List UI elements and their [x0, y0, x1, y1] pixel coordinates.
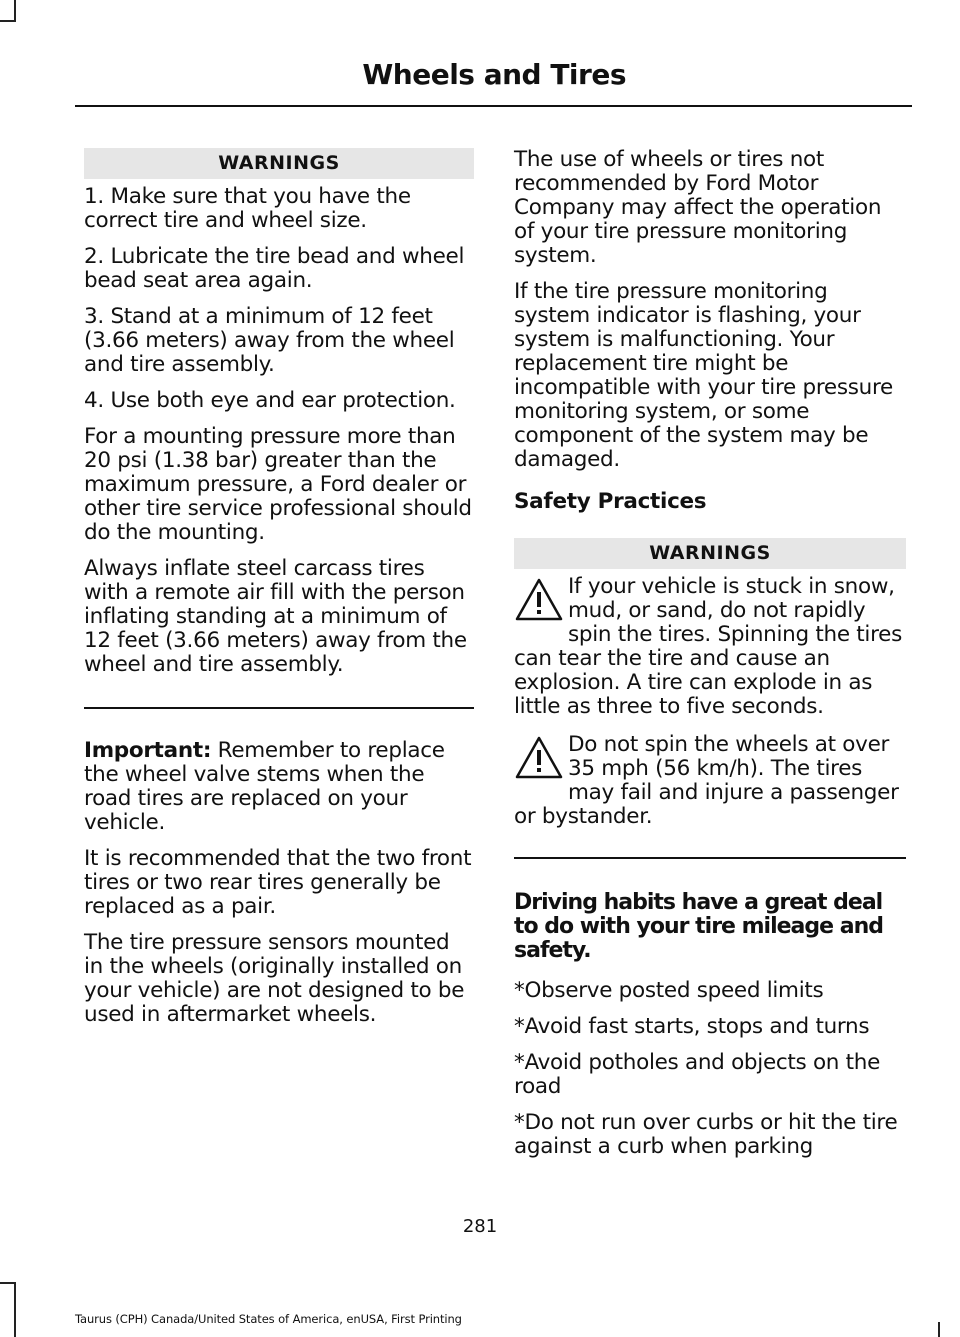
- important-note: [84, 739, 474, 835]
- paragraph-tpms-flashing: If the tire pressure monitoring system indicator is flashing, your system is malfunctioning. Your replacement tire might be incompatible with your tire pressure monitoring system, or some component of the system may be damaged.: [514, 279, 893, 472]
- crop-mark-top-left-v: [14, 0, 16, 20]
- safety-warnings-heading: WARNINGS: [514, 538, 906, 569]
- tip-item: *Do not run over curbs or hit the tire against a curb when parking: [514, 1110, 898, 1159]
- safety-warning-spin: [514, 733, 906, 829]
- safety-warning-stuck: [514, 575, 906, 719]
- warning-mounting-pressure: For a mounting pressure more than 20 psi (1.38 bar) greater than the maximum pressure, a Ford dealer or other tire service professional should do the mounting.: [84, 424, 472, 545]
- crop-mark-top-left-h: [0, 20, 16, 22]
- warning-triangle-icon: [514, 577, 564, 625]
- warning-steel-carcass: Always inflate steel carcass tires with a remote air fill with the person inflating standing at a minimum of 12 feet (3.66 meters) away from the wheel and tire assembly.: [84, 556, 467, 677]
- page-title: Wheels and Tires: [362, 58, 626, 91]
- paragraph-ford-wheels: The use of wheels or tires not recommended by Ford Motor Company may affect the operation of your tire pressure monitoring system.: [514, 147, 882, 268]
- warnings-end-rule: [84, 707, 474, 709]
- safety-warning-stuck-text: If your vehicle is stuck in snow, mud, or sand, do not rapidly spin the tires. Spinning the tires can tear the tire and cause an explosion. A tire can explode in as little as three to five seconds.: [514, 574, 902, 719]
- warning-step-2: 2. Lubricate the tire bead and wheel bead seat area again.: [84, 244, 465, 293]
- safety-warnings-end-rule: [514, 857, 906, 859]
- warning-step-4: 4. Use both eye and ear protection.: [84, 388, 456, 413]
- tip-item: *Avoid potholes and objects on the road: [514, 1050, 881, 1099]
- warning-triangle-icon: [514, 735, 564, 783]
- crop-mark-bottom-right-v: [938, 1322, 940, 1337]
- paragraph-sensors: The tire pressure sensors mounted in the wheels (originally installed on your vehicle) are not designed to be used in aftermarket wheels.: [84, 930, 465, 1027]
- driving-habits-heading: Driving habits have a great deal to do with your tire mileage and safety.: [514, 890, 883, 963]
- warnings-heading: WARNINGS: [84, 148, 474, 179]
- important-text: Remember to replace the wheel valve stems when the road tires are replaced on your vehicle.: [84, 738, 445, 835]
- right-column: [514, 148, 906, 1171]
- footer-text: Taurus (CPH) Canada/United States of America, enUSA, First Printing: [75, 1312, 462, 1326]
- paragraph-replace-pair: It is recommended that the two front tires or two rear tires generally be replaced as a pair.: [84, 846, 472, 919]
- left-column: [84, 148, 474, 1039]
- header-rule: [75, 105, 912, 107]
- safety-warning-spin-text: Do not spin the wheels at over 35 mph (56 km/h). The tires may fail and injure a passenger or bystander.: [514, 732, 899, 829]
- important-label: Important:: [84, 738, 212, 763]
- tip-item: *Avoid fast starts, stops and turns: [514, 1014, 870, 1039]
- warning-step-3: 3. Stand at a minimum of 12 feet (3.66 meters) away from the wheel and tire assembly.: [84, 304, 455, 377]
- warning-step-1: 1. Make sure that you have the correct tire and wheel size.: [84, 184, 411, 233]
- crop-mark-bottom-left-v: [14, 1282, 16, 1337]
- section-heading-safety: Safety Practices: [514, 489, 707, 514]
- tip-item: *Observe posted speed limits: [514, 978, 824, 1003]
- page-number: 281: [462, 1216, 498, 1237]
- crop-mark-bottom-left-h: [0, 1282, 16, 1284]
